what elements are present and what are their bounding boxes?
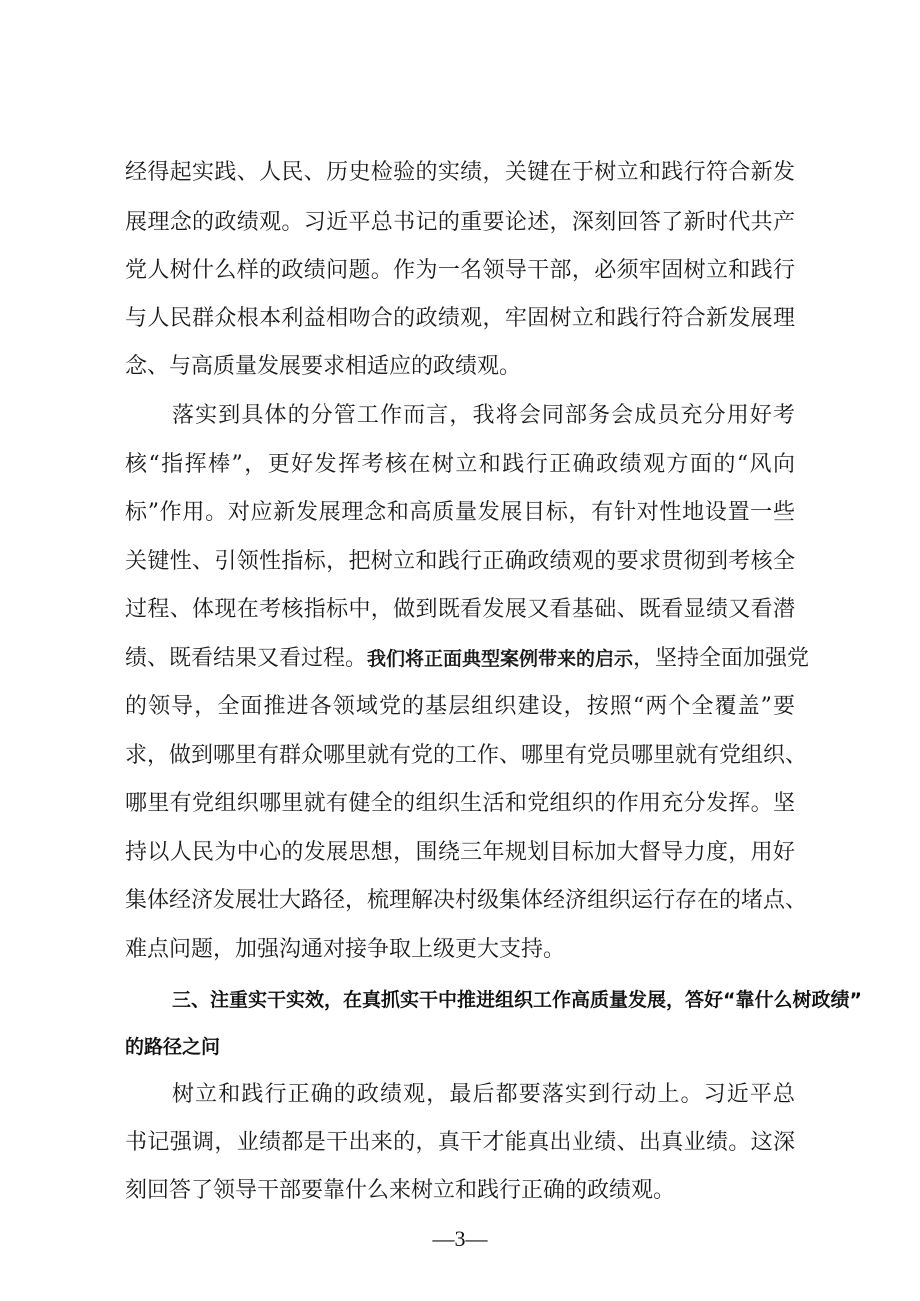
paragraph3-line-3: 刻回答了领导干部要靠什么来树立和践行正确的政绩观。	[125, 1178, 676, 1203]
paragraph3-line-1: 树立和践行正确的政绩观，最后都要落实到行动上。习近平总	[172, 1082, 795, 1107]
paragraph2-mixed-line	[125, 644, 810, 674]
paragraph1-line-5: 念、与高质量发展要求相适应的政绩观。	[125, 354, 522, 379]
mixed-bold-part: 我们将正面典型案例带来的启示	[367, 648, 634, 670]
paragraph2-line-11: 集体经济发展壮大路径，梳理解决村级集体经济组织运行存在的堵点、	[125, 888, 808, 913]
paragraph1-line-1: 经得起实践、人民、历史检验的实绩，关键在于树立和践行符合新发	[125, 160, 795, 185]
paragraph2-line-12: 难点问题，加强沟通对接争取上级更大支持。	[125, 937, 566, 962]
paragraph1-line-3: 党人树什么样的政绩问题。作为一名领导干部，必须牢固树立和践行	[125, 258, 795, 283]
paragraph1-line-2: 展理念的政绩观。习近平总书记的重要论述，深刻回答了新时代共产	[125, 210, 795, 235]
paragraph2-line-4: 关键性、引领性指标，把树立和践行正确政绩观的要求贯彻到考核全	[125, 549, 795, 574]
paragraph1-line-4: 与人民群众根本利益相吻合的政绩观，牢固树立和践行符合新发展理	[125, 306, 795, 331]
paragraph3-line-2: 书记强调，业绩都是干出来的，真干才能真出业绩、出真业绩。这深	[125, 1130, 795, 1155]
paragraph2-line-8: 求，做到哪里有群众哪里就有党的工作、哪里有党员哪里就有党组织、	[125, 743, 808, 768]
paragraph2-line-9: 哪里有党组织哪里就有健全的组织生活和党组织的作用充分发挥。坚	[125, 791, 795, 816]
paragraph2-line-10: 持以人民为中心的发展思想，围绕三年规划目标加大督导力度，用好	[125, 840, 795, 865]
section-heading-line-2: 的路径之问	[125, 1036, 221, 1058]
mixed-normal-start: 绩、既看结果又看过程。	[125, 646, 368, 671]
paragraph2-line-7: 的领导，全面推进各领域党的基层组织建设，按照“两个全覆盖”要	[125, 694, 795, 719]
section-heading-line-1: 三、注重实干实效，在真抓实干中推进组织工作高质量发展，答好“靠什么树政绩”	[172, 989, 862, 1011]
paragraph2-line-3: 标”作用。对应新发展理念和高质量发展目标，有针对性地设置一些	[125, 500, 795, 525]
paragraph2-line-5: 过程、体现在考核指标中，做到既看发展又看基础、既看显绩又看潜	[125, 597, 795, 622]
paragraph2-line-2: 核“指挥棒”，更好发挥考核在树立和践行正确政绩观方面的“风向	[125, 452, 795, 477]
page-number: —3—	[432, 1226, 488, 1251]
mixed-normal-end: ，坚持全面加强党	[633, 646, 810, 671]
paragraph2-line-1: 落实到具体的分管工作而言，我将会同部务会成员充分用好考	[172, 403, 795, 428]
